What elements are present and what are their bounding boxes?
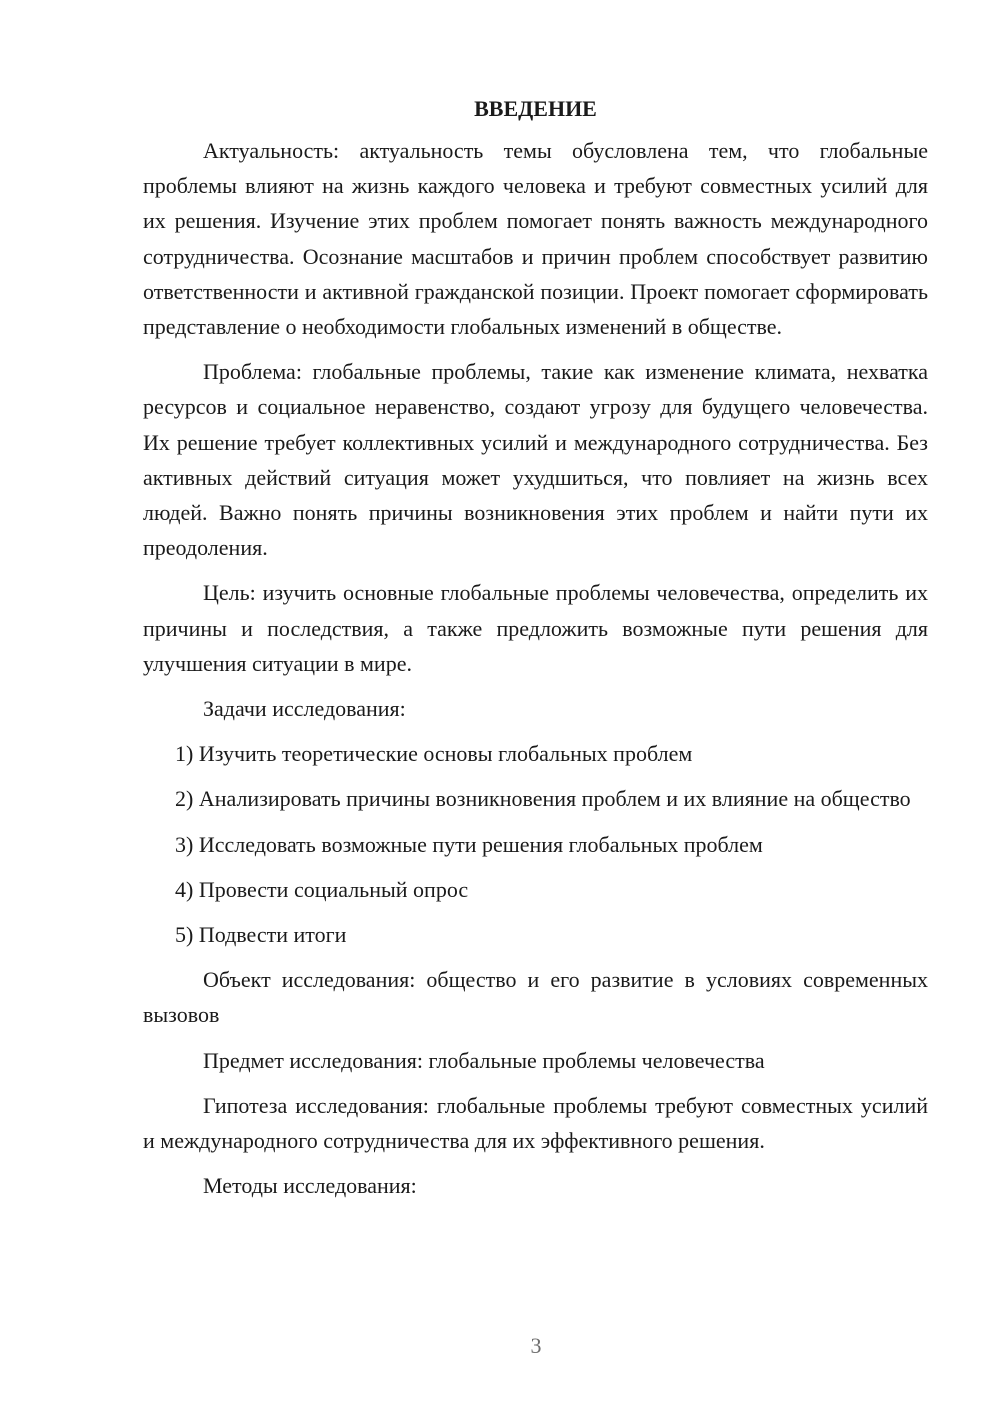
task-item-2: 2) Анализировать причины возникновения проблем и их влияние на общество [175,786,911,812]
task-item-1: 1) Изучить теоретические основы глобальных проблем [175,741,693,767]
tasks-heading: Задачи исследования: [203,696,406,722]
goal-paragraph: Цель: изучить основные глобальные проблемы человечества, определить их причины и последствия, а также предложить возможные пути решения для улучшения ситуации в мире. [143,580,928,676]
object-paragraph: Объект исследования: общество и его развитие в условиях современных вызовов [143,967,928,1028]
page-number: 3 [530,1333,542,1358]
task-item-3: 3) Исследовать возможные пути решения глобальных проблем [175,831,763,857]
task-item-4: 4) Провести социальный опрос [175,876,469,902]
methods-heading: Методы исследования: [203,1173,417,1199]
section-title: ВВЕДЕНИЕ [474,96,597,121]
problem-paragraph: Проблема: глобальные проблемы, такие как изменение климата, нехватка ресурсов и социальное неравенство, создают угрозу для будущего человечества. Их решение требует коллективных усилий и международного сотрудничества. Без активных действий ситуация может ухудшиться, что повлияет на жизнь всех людей. Важно понять причины возникновения этих проблем и найти пути их преодоления. [143,359,928,561]
document-page [143,94,928,1213]
task-item-5: 5) Подвести итоги [175,922,347,948]
subject-paragraph: Предмет исследования: глобальные проблемы человечества [203,1047,765,1073]
hypothesis-paragraph: Гипотеза исследования: глобальные проблемы требуют совместных усилий и международного сотрудничества для их эффективного решения. [143,1092,928,1154]
relevance-paragraph: Актуальность: актуальность темы обусловлена тем, что глобальные проблемы влияют на жизнь каждого человека и требуют совместных усилий для их решения. Изучение этих проблем помогает понять важность международного сотрудничества. Осознание масштабов и причин проблем способствует развитию ответственности и активной гражданской позиции. Проект помогает сформировать представление о необходимости глобальных изменений в обществе. [143,138,928,340]
